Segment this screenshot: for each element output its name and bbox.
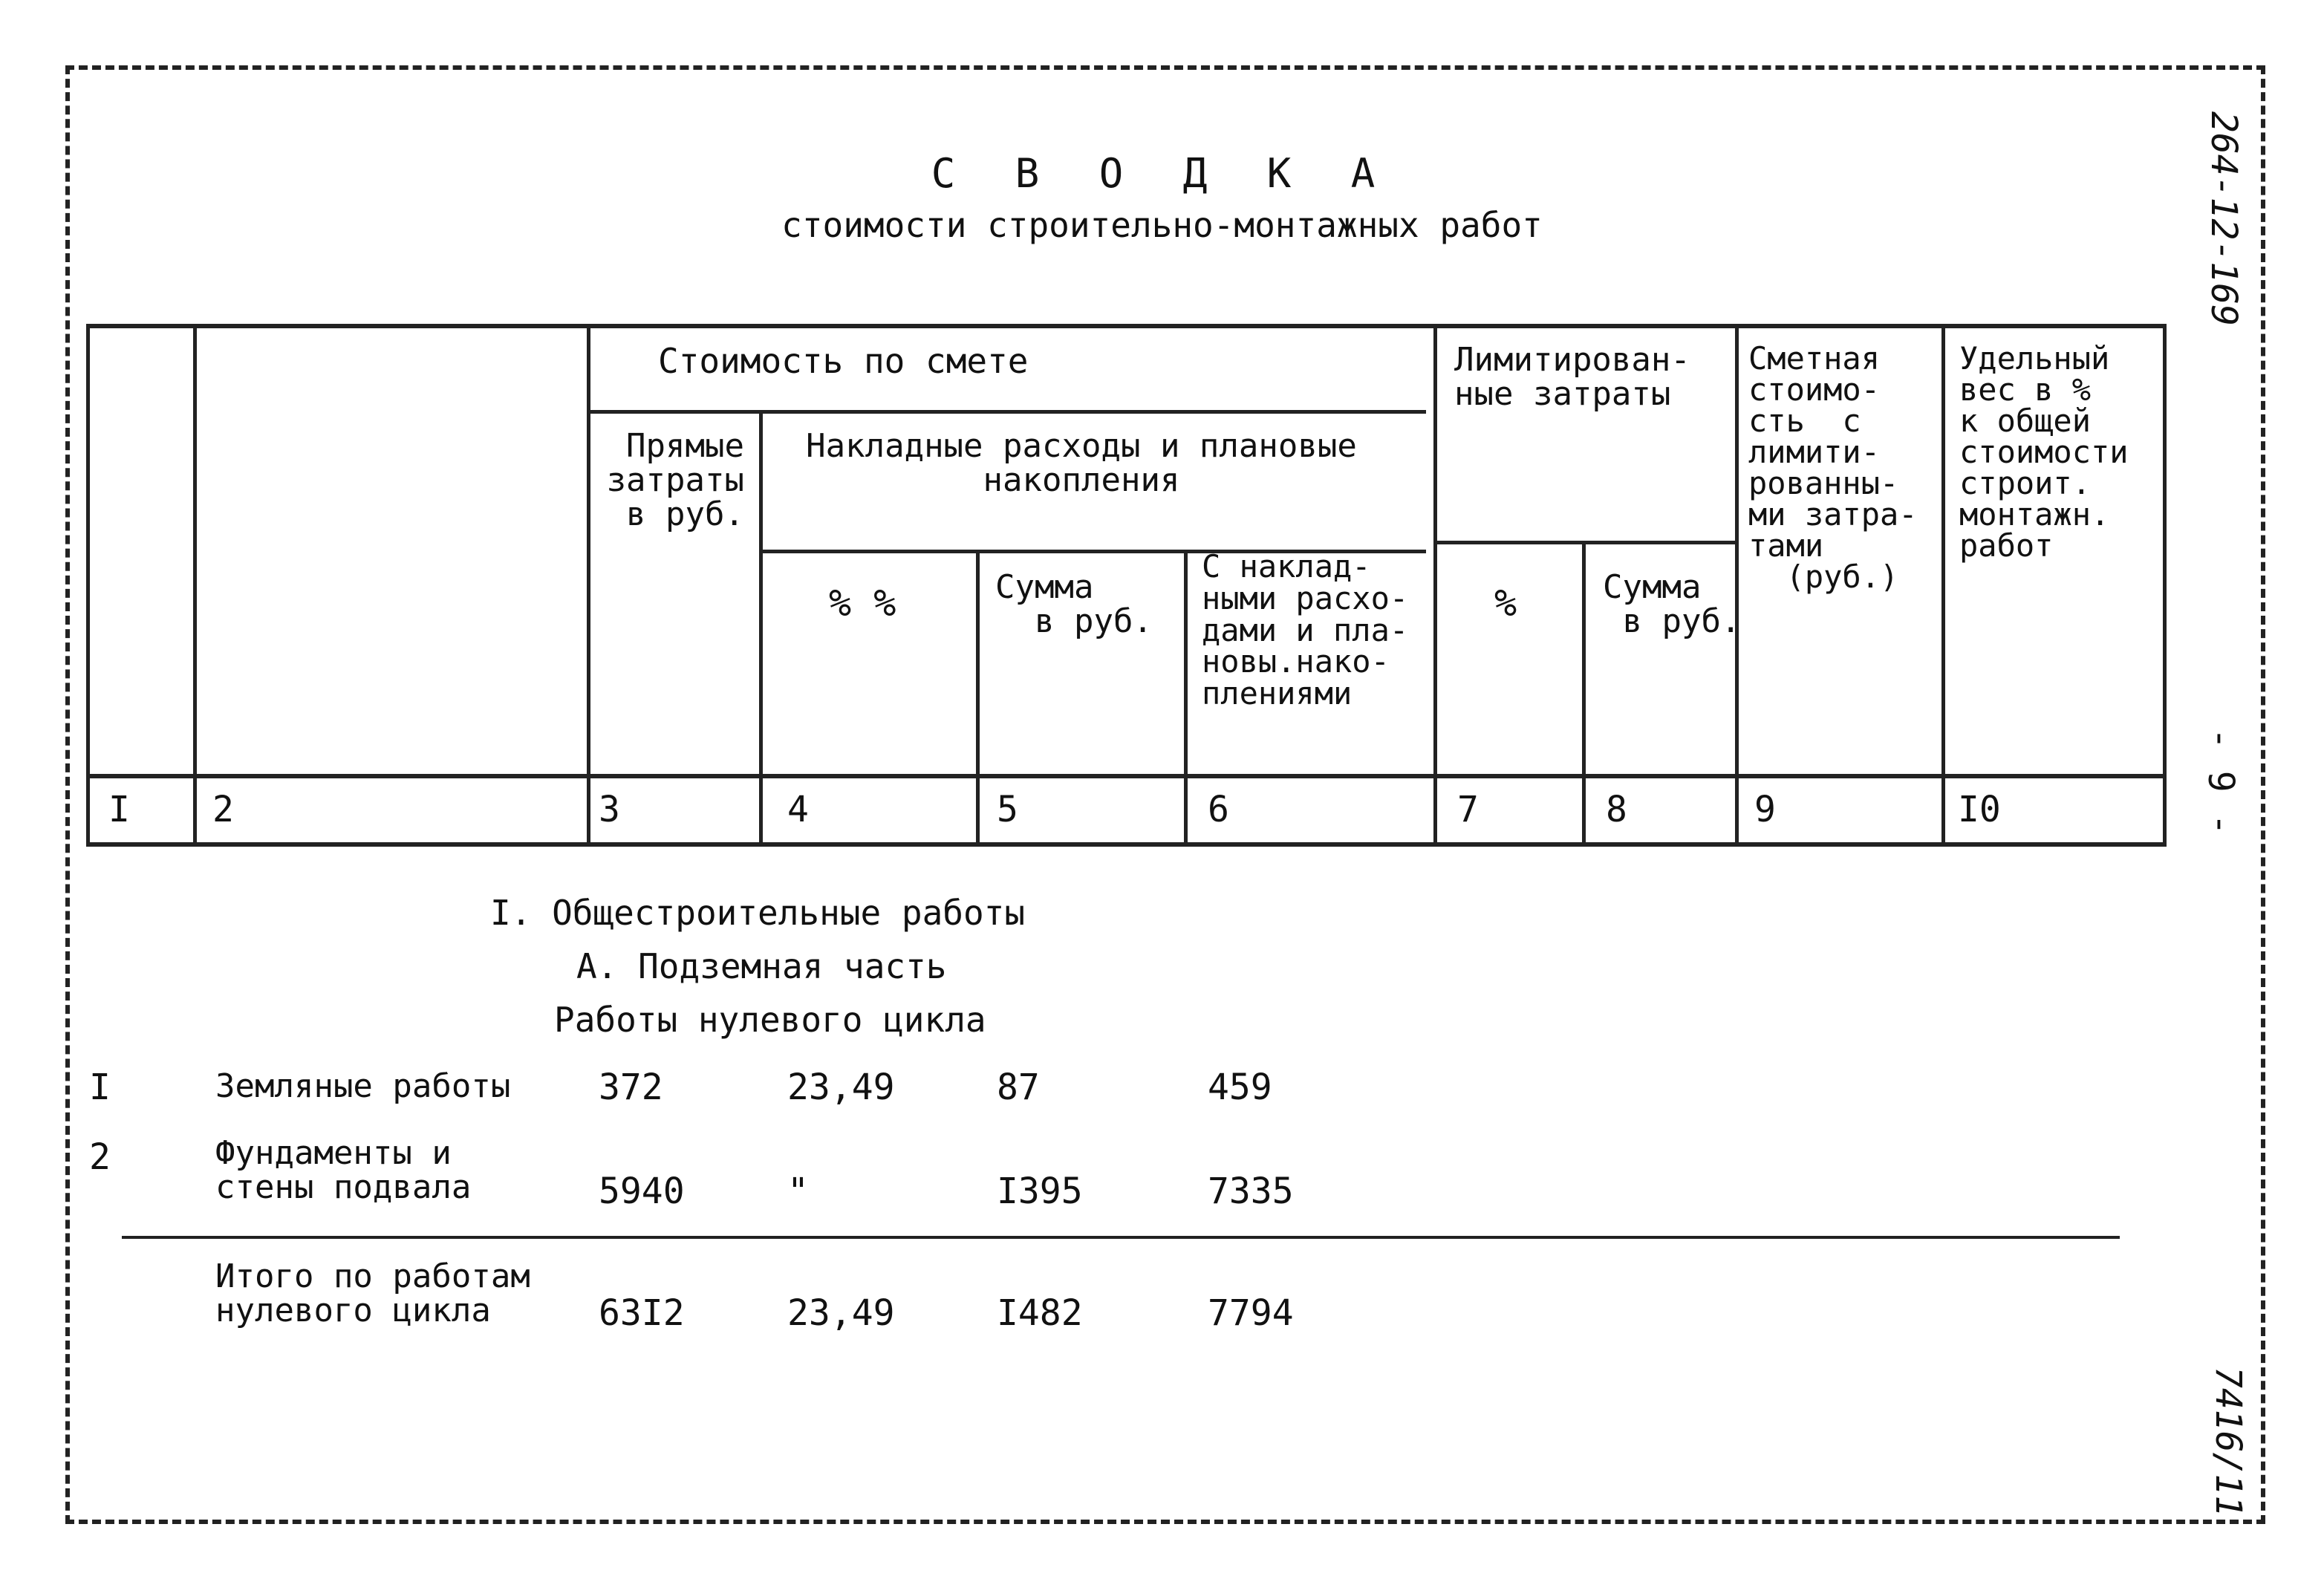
table-bottom-line [86, 842, 2166, 847]
total-sum: I482 [997, 1292, 1083, 1334]
limited-subheader-line [1436, 541, 1737, 544]
side-page-number: - 9 - [2200, 728, 2242, 836]
header-estimated-cost: Сметная стоимо- сть с лимити- рованны- ми затра- тами (руб.) [1748, 340, 1918, 595]
col-number-4: 4 [787, 789, 809, 830]
col-line-11 [2163, 324, 2167, 847]
header-overheads: Накладные расходы и плановые накопления [806, 427, 1357, 500]
header-sum-rub: Сумма в руб. [995, 568, 1153, 641]
side-stamp: 7416/11 [2207, 1367, 2249, 1517]
col-line-8 [1582, 544, 1586, 847]
document-title: С В О Д К А [931, 150, 1393, 197]
col-number-9: 9 [1754, 789, 1776, 830]
row-1-name: Земляные работы [215, 1067, 511, 1105]
col-line-1 [86, 324, 90, 847]
section-heading-3: Работы нулевого цикла [554, 1000, 986, 1040]
section-heading-1: I. Общестроительные работы [490, 893, 1026, 933]
col-line-6 [1184, 553, 1188, 847]
col-line-7 [1433, 328, 1437, 847]
row-2-total: 7335 [1208, 1171, 1294, 1212]
col-number-8: 8 [1606, 789, 1627, 830]
col-number-1: I [108, 789, 130, 830]
row-2-direct: 5940 [599, 1171, 685, 1212]
header-percent: % [1494, 582, 1517, 625]
col-number-2: 2 [212, 789, 234, 830]
document-subtitle: стоимости строительно-монтажных работ [781, 205, 1543, 245]
header-sum-rub-limited: Сумма в руб. [1603, 568, 1741, 641]
row-1-direct: 372 [599, 1067, 663, 1108]
table-header-bottom-line [86, 774, 2166, 778]
total-divider [122, 1236, 2120, 1239]
total-name: Итого по работам нулевого цикла [215, 1257, 530, 1330]
col-number-6: 6 [1208, 789, 1229, 830]
col-line-4 [759, 413, 763, 847]
col-number-10: I0 [1958, 789, 2001, 830]
col-number-3: 3 [599, 789, 620, 830]
row-2-percent: " [787, 1171, 809, 1212]
header-direct-costs: Прямые затраты в руб. [606, 427, 744, 534]
row-1-sum: 87 [997, 1067, 1040, 1108]
estimate-subheader-line [590, 410, 1426, 414]
header-percent-percent: % % [829, 582, 896, 625]
row-1-total: 459 [1208, 1067, 1272, 1108]
header-with-overheads: С наклад- ными расхо- дами и пла- новы.нако- плениями [1202, 548, 1409, 712]
col-line-10 [1941, 328, 1945, 847]
section-heading-2: А. Подземная часть [576, 946, 947, 986]
header-estimate-cost: Стоимость по смете [658, 341, 1029, 381]
col-number-7: 7 [1457, 789, 1479, 830]
total-total: 7794 [1208, 1292, 1294, 1334]
header-share: Удельный вес в % к общей стоимости строит. монтажн. работ [1959, 340, 2129, 564]
total-percent: 23,49 [787, 1292, 895, 1334]
col-number-5: 5 [997, 789, 1018, 830]
row-2-name: Фундаменты и стены подвала [215, 1134, 472, 1207]
row-1-percent: 23,49 [787, 1067, 895, 1108]
header-limited-costs: Лимитирован- ные затраты [1454, 341, 1690, 414]
side-doc-code: 264-12-169 [2203, 111, 2245, 326]
col-line-5 [976, 553, 980, 847]
col-line-3 [587, 328, 590, 847]
table-top-line [86, 324, 2166, 328]
total-direct: 63I2 [599, 1292, 685, 1334]
row-2-number: 2 [89, 1136, 111, 1178]
col-line-2 [193, 328, 197, 847]
row-1-number: I [89, 1067, 111, 1108]
row-2-sum: I395 [997, 1171, 1083, 1212]
